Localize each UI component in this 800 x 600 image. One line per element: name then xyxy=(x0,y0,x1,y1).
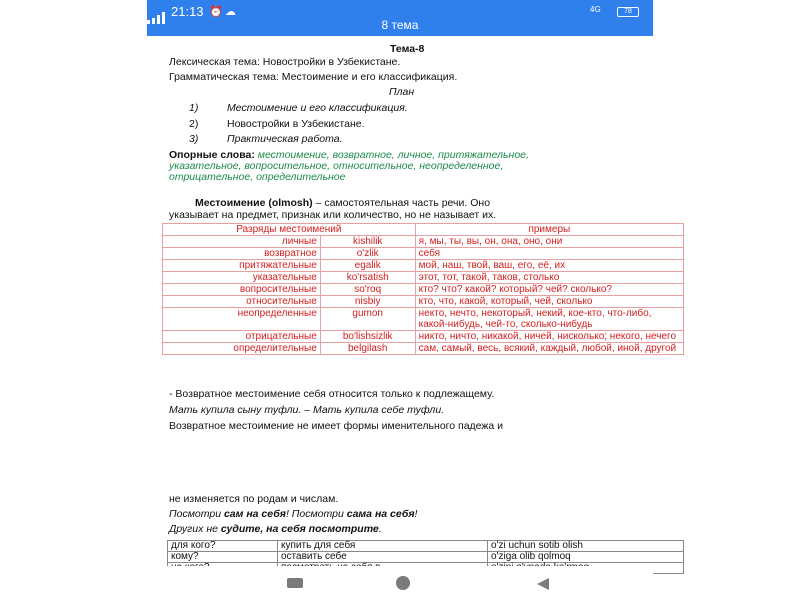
table-row xyxy=(163,296,684,308)
example-part: ! Посмотри xyxy=(285,508,347,520)
category-examples: кто, что, какой, который, чей, сколько xyxy=(415,296,683,308)
example-part: Посмотри xyxy=(169,508,224,520)
note-example: Мать купила сыну туфли. – Мать купила себе туфли. xyxy=(169,404,445,416)
category-examples: сам, самый, весь, всякий, каждый, любой, иной, другой xyxy=(415,343,683,355)
category-uz: kishilik xyxy=(320,236,415,248)
category-ru: отрицательные xyxy=(163,331,321,343)
definition-term: Местоимение (olmosh) xyxy=(195,197,313,209)
document-title: 8 тема xyxy=(381,18,419,32)
table-row xyxy=(163,236,684,248)
category-uz: bo'lishsizlik xyxy=(320,331,415,343)
note-text: - Возвратное местоимение себя относится только к подлежащему. xyxy=(169,388,495,400)
category-uz: nisbiy xyxy=(320,296,415,308)
table-row xyxy=(163,248,684,260)
category-ru: неопределенные xyxy=(163,308,321,331)
category-examples: некто, нечто, некоторый, некий, кое-кто, что-либо, какой-нибудь, чей-то, сколько-нибудь xyxy=(415,308,683,331)
definition-text: – самостоятельная часть речи. Оно xyxy=(312,197,491,209)
keywords-label: Опорные слова: xyxy=(169,149,255,161)
definition-text: указывает на предмет, признак или количество, но не называет их. xyxy=(169,209,497,221)
plan-item: Местоимение и его классификация. xyxy=(227,102,408,114)
category-examples: кто? что? какой? который? чей? сколько? xyxy=(415,284,683,296)
plan-title: План xyxy=(389,86,415,98)
category-uz: gumon xyxy=(320,308,415,331)
pronoun-categories-table xyxy=(162,223,684,355)
navigation-bar xyxy=(147,566,653,600)
category-examples: этот, тот, такой, таков, столько xyxy=(415,272,683,284)
grammar-topic: Грамматическая тема: Местоимение и его классификация. xyxy=(169,71,458,83)
category-examples: я, мы, ты, вы, он, она, оно, они xyxy=(415,236,683,248)
category-ru: вопросительные xyxy=(163,284,321,296)
note-text: не изменяется по родам и числам. xyxy=(169,493,339,505)
document-page[interactable] xyxy=(147,36,677,566)
table-header: Разряды местоимений xyxy=(163,224,416,236)
home-icon[interactable] xyxy=(396,576,410,590)
definition-line xyxy=(195,197,490,209)
lexical-topic: Лексическая тема: Новостройки в Узбекистане. xyxy=(169,56,401,68)
table-row xyxy=(163,308,684,331)
table-row xyxy=(168,541,684,552)
back-icon[interactable] xyxy=(537,578,549,590)
doc-heading: Тема-8 xyxy=(390,43,425,55)
category-uz: belgilash xyxy=(320,343,415,355)
category-uz: o'zlik xyxy=(320,248,415,260)
phrase-uz: o'ziga olib qolmoq xyxy=(488,552,684,563)
table-row xyxy=(163,284,684,296)
alarm-icon: ⏰ xyxy=(209,6,223,18)
category-examples: себя xyxy=(415,248,683,260)
network-type: 4G xyxy=(590,5,601,14)
example-part: Других не xyxy=(169,523,221,535)
example-bold: сам на себя xyxy=(223,508,286,520)
example-part: . xyxy=(378,523,382,535)
example-bold: судите, на себя посмотрите xyxy=(220,523,379,535)
example-bold: сама на себя xyxy=(346,508,415,520)
category-examples: мой, наш, твой, ваш, его, её, их xyxy=(415,260,683,272)
plan-item-number: 2) xyxy=(189,118,199,130)
status-time: 21:13 xyxy=(171,4,204,19)
category-ru: притяжательные xyxy=(163,260,321,272)
example-part: ! xyxy=(414,508,418,520)
phone-screen xyxy=(147,0,677,600)
phrase-question: для кого? xyxy=(168,541,278,552)
table-row xyxy=(168,552,684,563)
table-row xyxy=(163,331,684,343)
phrase-uz: o'zi uchun sotib olish xyxy=(488,541,684,552)
category-ru: определительные xyxy=(163,343,321,355)
category-ru: возвратное xyxy=(163,248,321,260)
phrase-ru: оставить себе xyxy=(278,552,488,563)
recent-apps-icon[interactable] xyxy=(287,578,303,588)
battery-icon: 78 xyxy=(617,7,639,17)
category-uz: ko'rsatish xyxy=(320,272,415,284)
keywords-text: местоимение, возвратное, личное, притяжательное, xyxy=(257,149,529,161)
category-uz: so'roq xyxy=(320,284,415,296)
plan-item: Практическая работа. xyxy=(227,133,343,145)
plan-item-number: 1) xyxy=(189,102,199,114)
category-examples: никто, ничто, никакой, ничей, нисколько; некого, нечего xyxy=(415,331,683,343)
example-sentence xyxy=(169,523,382,535)
plan-item: Новостройки в Узбекистане. xyxy=(227,118,365,130)
category-ru: личные xyxy=(163,236,321,248)
table-row xyxy=(163,272,684,284)
category-uz: egalik xyxy=(320,260,415,272)
cloud-icon: ☁ xyxy=(225,6,236,18)
keywords-text: указательное, вопросительное, относительное, неопределенное, xyxy=(169,160,504,172)
phrase-question: кому? xyxy=(168,552,278,563)
table-row xyxy=(163,343,684,355)
note-text: Возвратное местоимение не имеет формы именительного падежа и xyxy=(169,420,504,432)
table-header: примеры xyxy=(415,224,683,236)
example-sentence xyxy=(169,508,417,520)
category-ru: относительные xyxy=(163,296,321,308)
phrase-ru: купить для себя xyxy=(278,541,488,552)
plan-item-number: 3) xyxy=(189,133,199,145)
keywords-text: отрицательное, определительное xyxy=(169,171,346,183)
category-ru: указательные xyxy=(163,272,321,284)
table-row xyxy=(163,260,684,272)
